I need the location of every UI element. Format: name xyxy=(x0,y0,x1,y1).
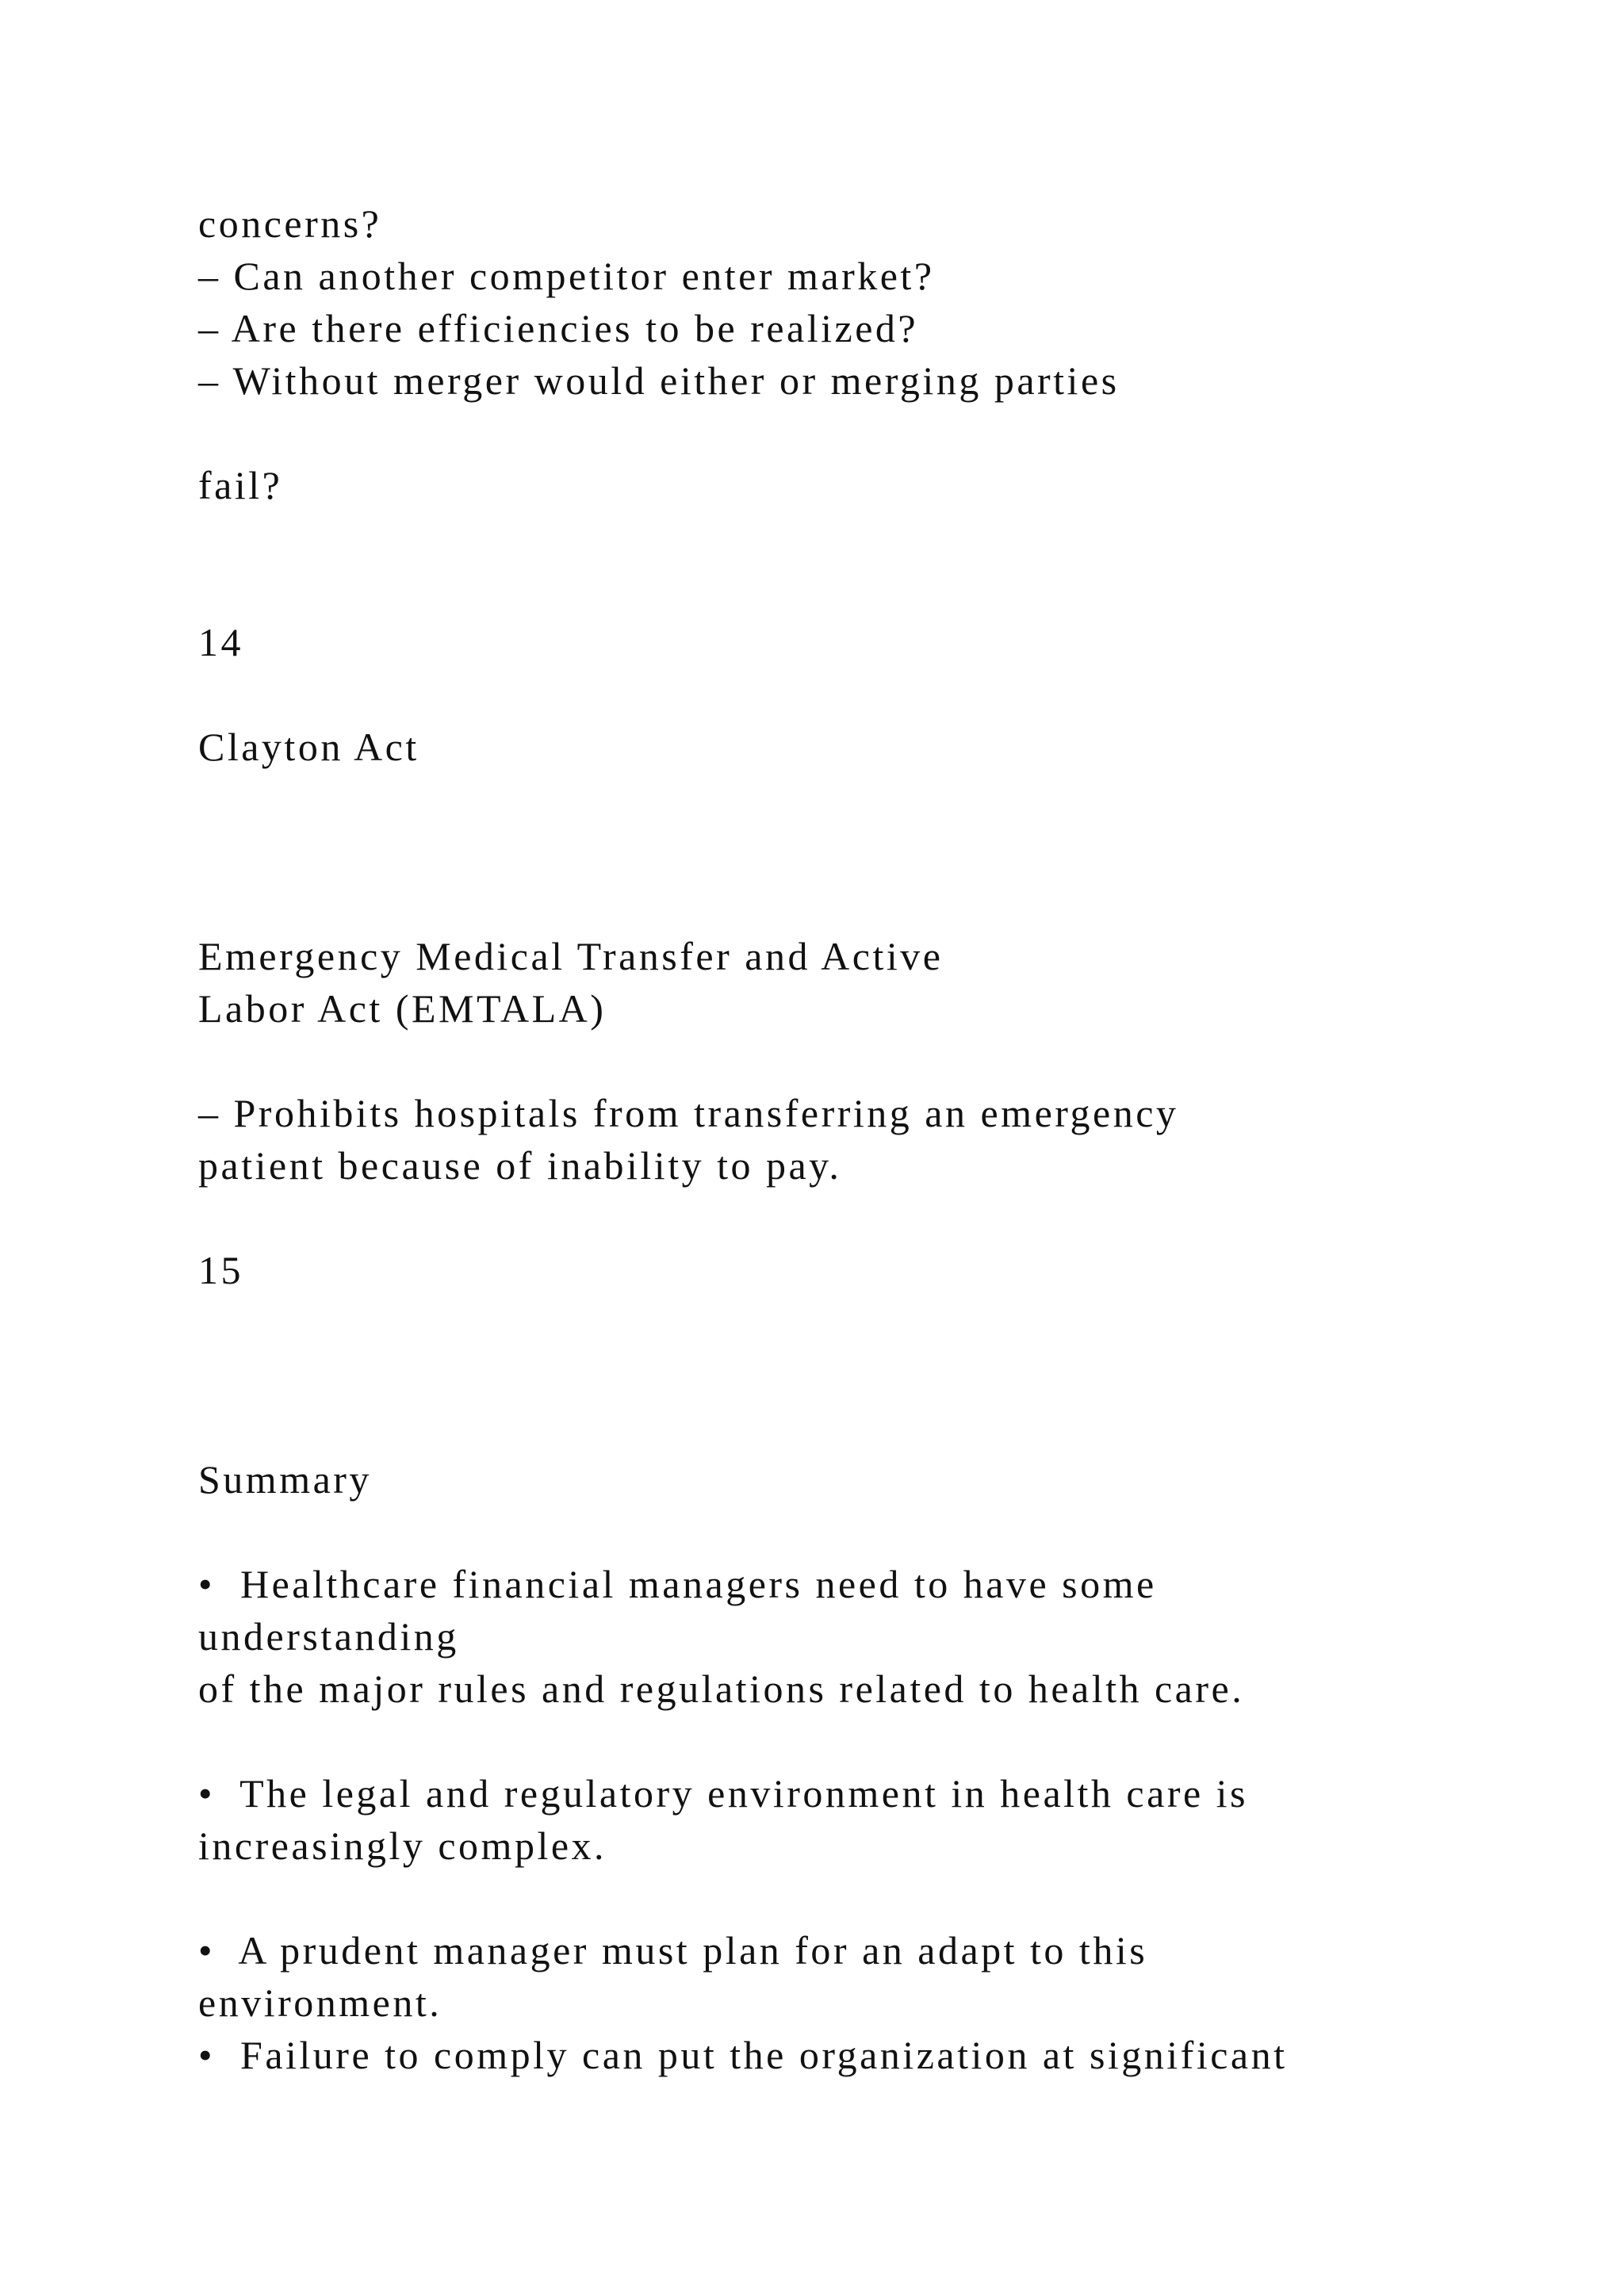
text-line: increasingly complex. xyxy=(198,1823,607,1868)
bullet-line: • A prudent manager must plan for an adapt to this xyxy=(198,1928,1148,1973)
section-heading: Labor Act (EMTALA) xyxy=(198,986,607,1031)
slide-number: 15 xyxy=(198,1248,243,1292)
text-line: patient because of inability to pay. xyxy=(198,1143,842,1188)
text-line: of the major rules and regulations related to health care. xyxy=(198,1667,1245,1711)
text-line: concerns? xyxy=(198,201,382,246)
bullet-line: – Prohibits hospitals from transferring an emergency xyxy=(198,1091,1179,1135)
bullet-line: • The legal and regulatory environment in health care is xyxy=(198,1771,1249,1816)
section-heading: Emergency Medical Transfer and Active xyxy=(198,934,944,978)
text-line: fail? xyxy=(198,463,283,507)
text-line: understanding xyxy=(198,1614,459,1659)
section-heading: Clayton Act xyxy=(198,725,419,769)
bullet-line: – Are there efficiencies to be realized? xyxy=(198,306,919,350)
bullet-line: – Without merger would either or merging parties xyxy=(198,358,1120,403)
section-heading: Summary xyxy=(198,1457,372,1502)
text-line: environment. xyxy=(198,1980,442,2025)
bullet-line: • Healthcare financial managers need to have some xyxy=(198,1562,1157,1606)
bullet-line: • Failure to comply can put the organization at significant xyxy=(198,2033,1288,2077)
slide-number: 14 xyxy=(198,620,243,664)
bullet-line: – Can another competitor enter market? xyxy=(198,254,935,298)
